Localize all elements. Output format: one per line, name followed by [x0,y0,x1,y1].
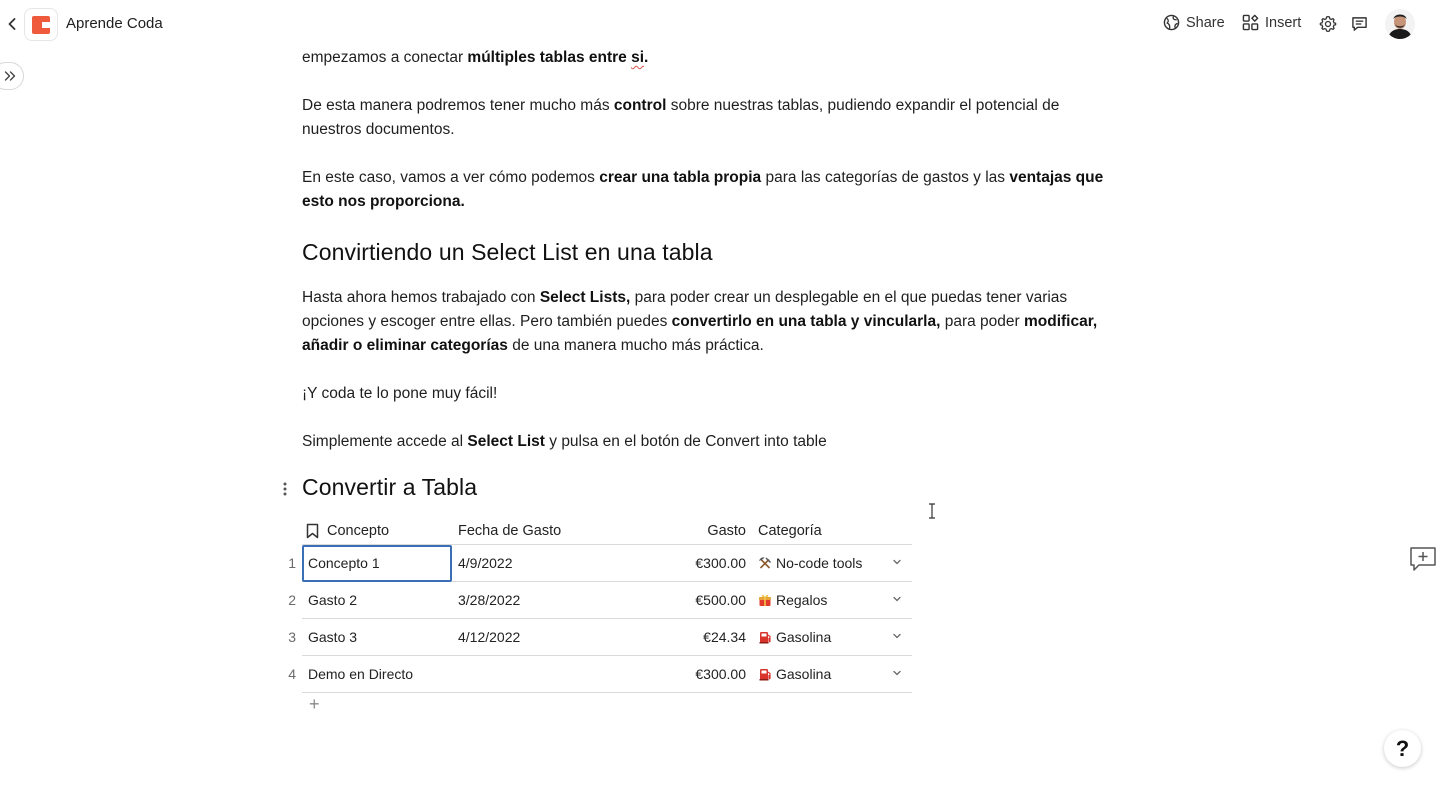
table-row[interactable] [288,656,912,693]
cell-gasto[interactable]: €24.34 [703,629,746,645]
text-run: para las categorías de gastos y las [761,169,1010,186]
comment-icon [1351,16,1368,32]
cell-concepto[interactable]: Demo en Directo [308,666,414,682]
user-avatar[interactable] [1385,9,1415,39]
gear-icon [1319,15,1337,33]
column-header-label: Concepto [327,523,390,539]
section-heading[interactable]: Convirtiendo un Select List en una tabla [302,239,713,265]
drag-handle-icon[interactable] [281,480,289,498]
add-comment-button[interactable] [1409,546,1437,572]
category-label: Regalos [776,592,828,608]
text-run: para poder [940,313,1024,330]
row-number: 1 [288,555,296,571]
cell-concepto[interactable]: Gasto 3 [308,629,358,645]
table-row[interactable] [288,582,912,619]
text-run: Hasta ahora hemos trabajado con [302,289,540,306]
text-run: de una manera mucho más práctica. [507,337,764,354]
category-label: No-code tools [776,555,863,571]
globe-icon [1163,14,1180,31]
expenses-table[interactable] [288,518,912,723]
settings-button[interactable] [1319,15,1337,33]
cell-categoria[interactable] [758,666,831,682]
text-run-bold: múltiples tablas entre [467,49,632,66]
comments-button[interactable] [1351,16,1368,32]
cell-gasto[interactable]: €500.00 [695,592,746,608]
user-avatar-icon [1385,9,1415,39]
share-label: Share [1186,14,1225,31]
cell-categoria[interactable] [758,592,827,608]
paragraph[interactable] [302,286,1112,358]
insert-button[interactable] [1242,14,1301,31]
text-run: Simplemente accede al [302,433,468,450]
table-heading[interactable]: Convertir a Tabla [302,474,478,500]
gift-icon [758,593,772,607]
text-run-bold: control [613,97,667,114]
text-run-bold: Select Lists, [539,289,631,306]
table-row[interactable] [288,619,912,656]
column-header-fecha[interactable]: Fecha de Gasto [458,523,562,539]
text-run: En este caso, vamos a ver cómo podemos [302,169,600,186]
cell-categoria[interactable] [758,555,862,571]
column-header-gasto[interactable]: Gasto [707,523,746,539]
insert-label: Insert [1265,14,1302,31]
add-row-button[interactable]: + [309,694,320,714]
share-button[interactable] [1163,14,1225,31]
cell-categoria[interactable] [758,629,831,645]
doc-title[interactable]: Aprende Coda [66,15,163,32]
cell-concepto[interactable]: Concepto 1 [308,555,380,571]
category-label: Gasolina [776,666,832,682]
cell-fecha[interactable]: 3/28/2022 [458,592,521,608]
insert-grid-icon [1242,14,1259,31]
text-run-bold: Select List [467,433,545,450]
expand-sidebar-button[interactable] [0,62,24,90]
text-run-bold: ventajas que esto nos proporciona. [302,169,1104,210]
cell-concepto[interactable]: Gasto 2 [308,592,358,608]
text-run: y pulsa en el botón de Convert into table [544,433,827,450]
chevron-down-icon[interactable] [892,594,902,604]
fuel-pump-icon [758,630,772,644]
column-header-categoria[interactable]: Categoría [758,523,822,539]
paragraph[interactable] [302,94,1112,142]
paragraph[interactable]: ¡Y coda te lo pone muy fácil! [302,385,498,402]
fuel-pump-icon [758,667,772,681]
text-run: para poder crear un desplegable en el que puedas tener varias opciones y escoger entre ellas. Pero también puedes [302,289,1068,330]
text-run-bold: crear una tabla propia [599,169,762,186]
bookmark-icon [306,523,319,539]
double-chevron-right-icon [4,71,16,81]
category-label: Gasolina [776,629,832,645]
chevron-down-icon[interactable] [892,631,902,641]
hammer-pick-icon [758,556,772,570]
cell-fecha[interactable]: 4/9/2022 [458,555,513,571]
row-number: 4 [288,666,296,682]
row-number: 2 [288,592,296,608]
paragraph[interactable] [302,46,1112,70]
table-footer [302,693,912,723]
misspelled-word[interactable]: si [631,49,645,66]
text-run-bold: convertirlo en una tabla y vincularla, [671,313,941,330]
text-run-bold: . [644,49,649,66]
text-run: De esta manera podremos tener mucho más [302,97,614,114]
cell-gasto[interactable]: €300.00 [695,666,746,682]
cell-gasto[interactable]: €300.00 [695,555,746,571]
row-number: 3 [288,629,296,645]
coda-logo-icon [32,16,50,34]
doc-logo[interactable] [24,8,58,41]
paragraph[interactable] [302,166,1112,214]
help-button[interactable]: ? [1384,730,1421,767]
cell-fecha[interactable]: 4/12/2022 [458,629,521,645]
column-header-concepto[interactable] [306,523,389,539]
text-run: sobre nuestras tablas, pudiendo expandir el potencial de nuestros documentos. [302,97,1060,138]
text-run-bold: modificar, añadir o eliminar categorías [302,313,1098,354]
paragraph[interactable] [302,430,1112,454]
chevron-down-icon[interactable] [892,557,902,567]
table-header [302,518,912,545]
add-comment-icon [1409,546,1437,572]
back-chevron-icon[interactable] [4,14,20,34]
text-run: empezamos a conectar [302,49,468,66]
chevron-down-icon[interactable] [892,668,902,678]
top-bar [0,0,1440,48]
text-cursor-icon [928,503,936,519]
table-row[interactable] [288,545,912,582]
